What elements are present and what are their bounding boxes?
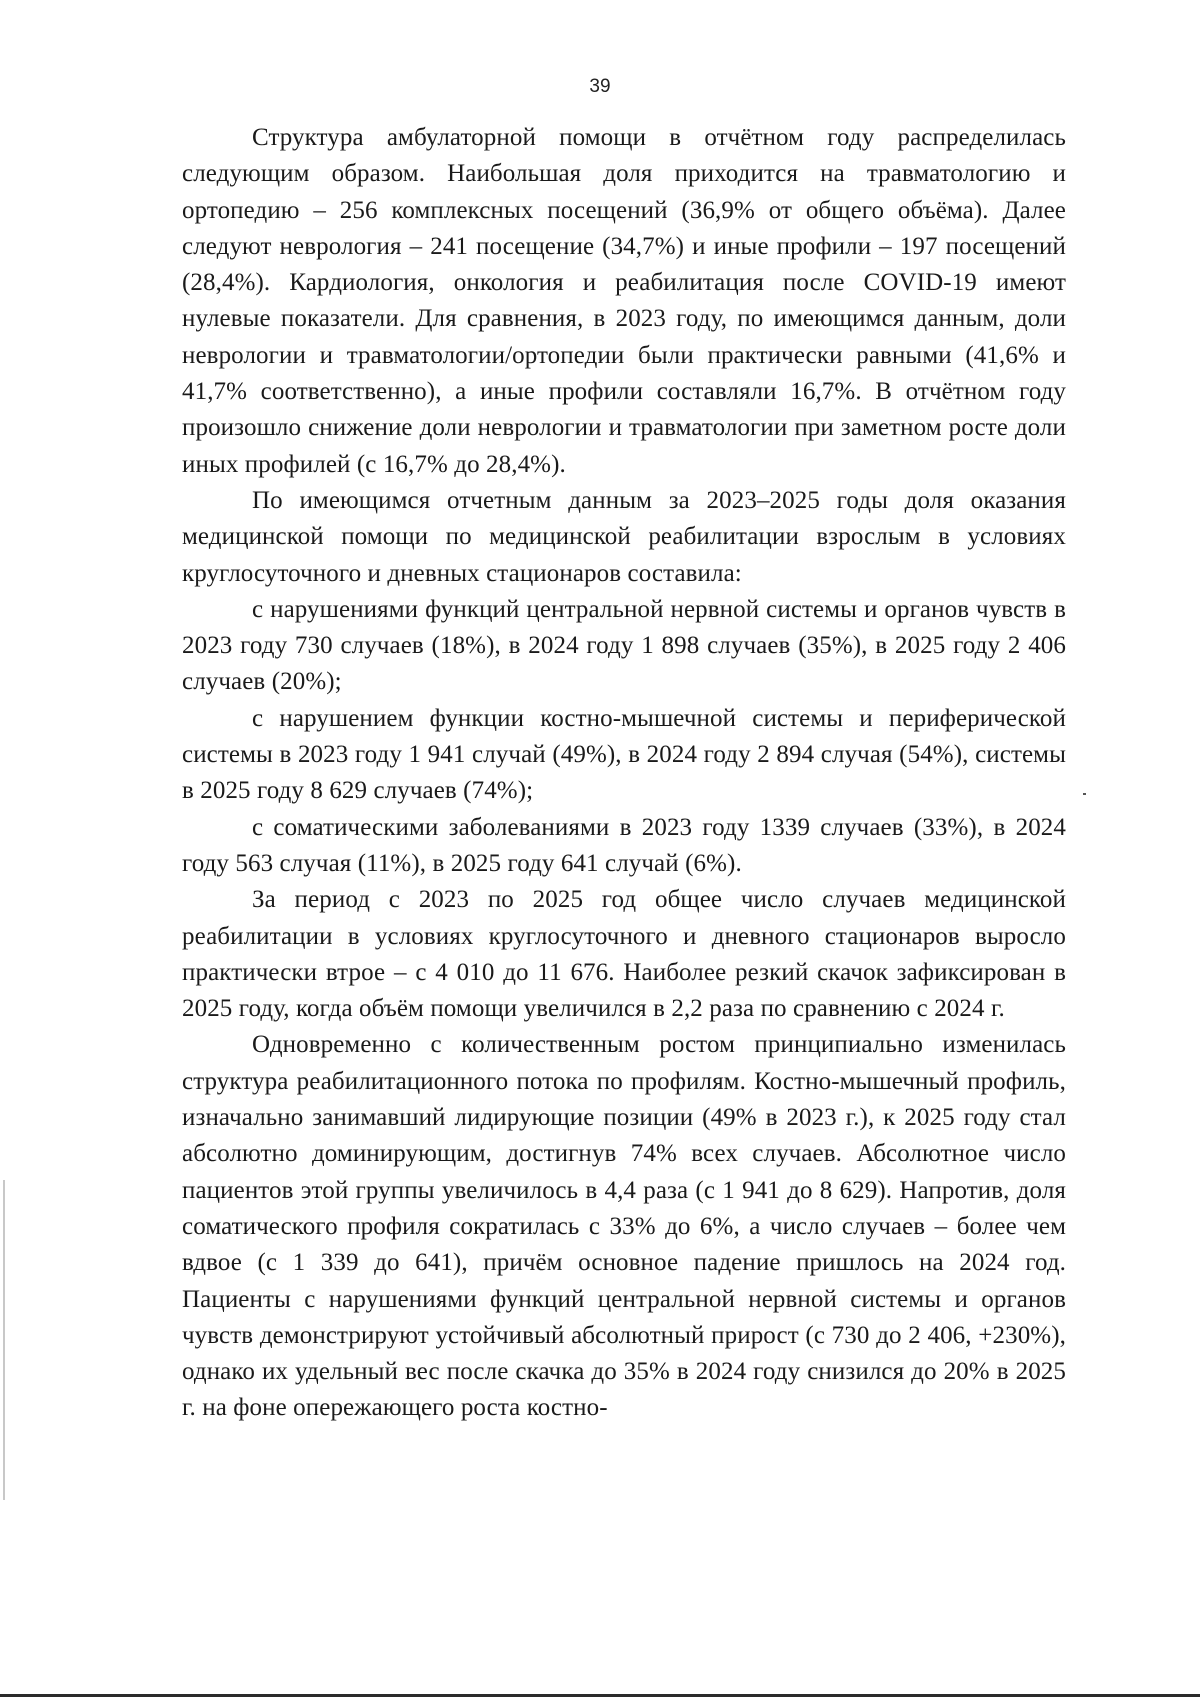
paragraph-outpatient-structure: Структура амбулаторной помощи в отчётном году распределилась следующим образом. Наибольшая доля приходится на травматологию и ортопедию – 256 комплексных посещений (36,9% от общего объёма). Далее следуют неврология – 241 посещение (34,7%) и иные профили – 197 посещений (28,4%). Кардиология, онкология и реабилитация после COVID-19 имеют нулевые показатели. Для сравнения, в 2023 году, по имеющимся данным, доли неврологии и травматологии/ортопедии были практически равными (41,6% и 41,7% соответственно), а иные профили составляли 16,7%. В отчётном году произошло снижение доли неврологии и травматологии при заметном росте доли иных профилей (с 16,7% до 28,4%).	[182, 124, 1066, 478]
list-item-musculoskeletal-disorders: с нарушением функции костно-мышечной системы и периферической системы в 2023 году 1 941 случай (49%), в 2024 году 2 894 случая (54%), системы в 2025 году 8 629 случаев (74%);	[182, 704, 1066, 805]
list-item-somatic-diseases: с соматическими заболеваниями в 2023 году 1339 случаев (33%), в 2024 году 563 случая (11%), в 2025 году 641 случай (6%).	[182, 813, 1066, 877]
paragraph-profile-structure: Одновременно с количественным ростом принципиально изменилась структура реабилитационного потока по профилям. Костно-мышечный профиль, изначально занимавший лидирующие позиции (49% в 2023 г.), к 2025 году стал абсолютно доминирующим, достигнув 74% всех случаев. Абсолютное число пациентов этой группы увеличилось в 4,4 раза (с 1 941 до 8 629). Напротив, доля соматического профиля сократилась с 33% до 6%, а число случаев – более чем вдвое (с 1 339 до 641), причём основное падение пришлось на 2024 год. Пациенты с нарушениями функций центральной нервной системы и органов чувств демонстрируют устойчивый абсолютный прирост (с 730 до 2 406, +230%), однако их удельный вес после скачка до 35% в 2024 году снизился до 20% в 2025 г. на фоне опережающего роста костно-	[182, 1031, 1066, 1422]
list-item-cns-disorders: с нарушениями функций центральной нервной системы и органов чувств в 2023 году 730 случаев (18%), в 2024 году 1 898 случаев (35%), в 2025 году 2 406 случаев (20%);	[182, 595, 1066, 696]
page-number: 39	[589, 76, 611, 97]
document-body	[182, 120, 1066, 1427]
scan-bottom-edge	[0, 1694, 1200, 1697]
scan-speck	[1083, 793, 1086, 795]
paragraph-rehabilitation-intro: По имеющимся отчетным данным за 2023–2025 годы доля оказания медицинской помощи по медицинской реабилитации взрослым в условиях круглосуточного и дневных стационаров составила:	[182, 486, 1066, 587]
scan-left-edge	[3, 1180, 5, 1500]
paragraph-period-growth: За период с 2023 по 2025 год общее число случаев медицинской реабилитации в условиях круглосуточного и дневного стационаров выросло практически втрое – с 4 010 до 11 676. Наиболее резкий скачок зафиксирован в 2025 году, когда объём помощи увеличился в 2,2 раза по сравнению с 2024 г.	[182, 886, 1066, 1023]
